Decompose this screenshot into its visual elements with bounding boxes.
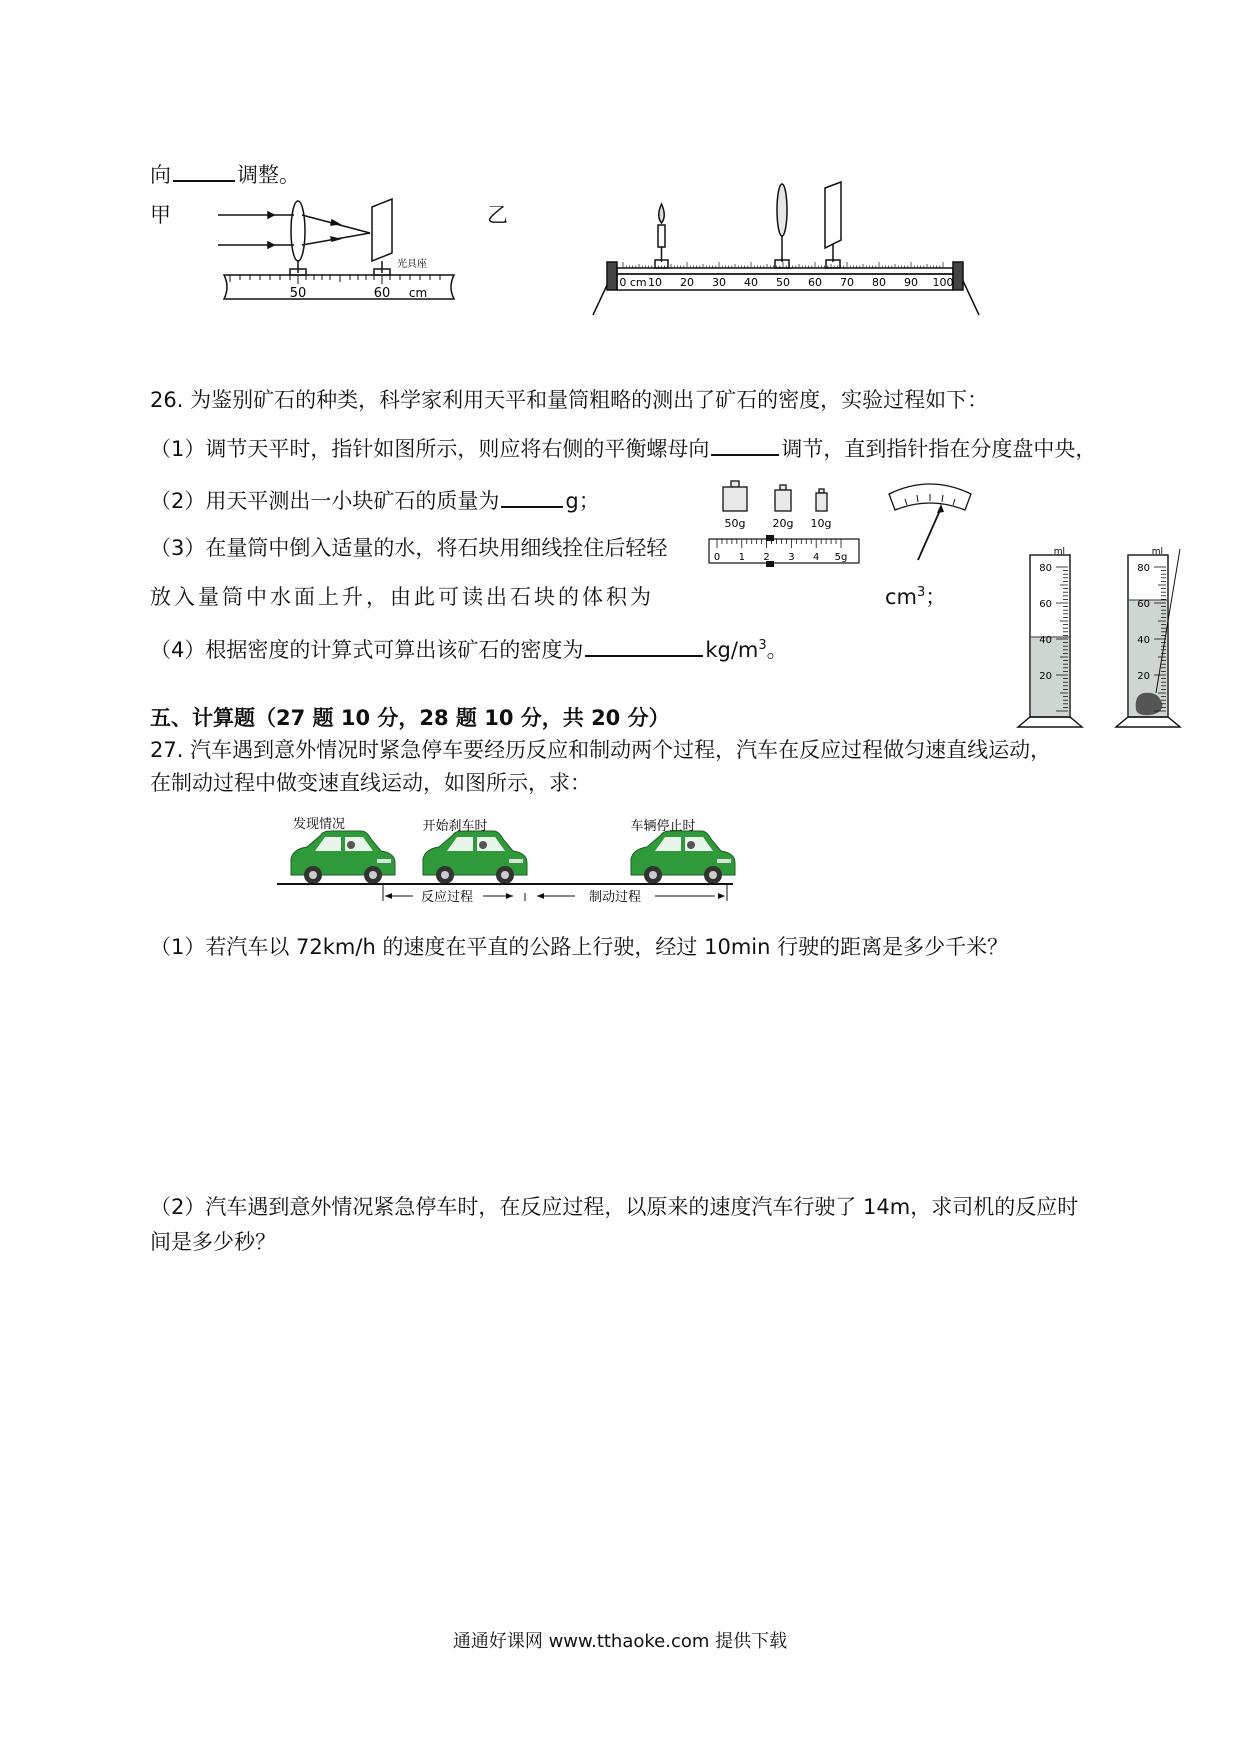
q26-step1-post: 调节，直到指针指在分度盘中央， bbox=[781, 437, 1097, 461]
rider-tick-2: 2 bbox=[763, 552, 770, 563]
car-label-stop: 车辆停止时 bbox=[630, 819, 696, 834]
cyl2-tick-3: 20 bbox=[1137, 671, 1150, 682]
cyl1-unit: ml bbox=[1053, 547, 1065, 557]
q26-step3a: （3）在量筒中倒入适量的水，将石块用细线拴住后轻轻 bbox=[150, 536, 668, 560]
rider-tick-0: 0 bbox=[713, 552, 721, 563]
q26-step4-unit: kg/m bbox=[705, 638, 759, 662]
cyl1-tick-3: 20 bbox=[1039, 671, 1052, 682]
q26-title: 26. 为鉴别矿石的种类，科学家利用天平和量筒粗略的测出了矿石的密度，实验过程如下： bbox=[150, 388, 989, 412]
cyl1-tick-2: 40 bbox=[1039, 635, 1052, 646]
figure-weights-rider bbox=[705, 475, 865, 575]
q27-line2: 在制动过程中做变速直线运动，如图所示，求： bbox=[150, 771, 591, 795]
car-label-brake: 开始刹车时 bbox=[422, 819, 488, 834]
figure-yi-bench bbox=[585, 170, 985, 320]
q25-tail-post: 调整。 bbox=[237, 163, 300, 187]
cyl1-tick-1: 60 bbox=[1039, 599, 1052, 610]
yi-tick-0: 0 cm bbox=[619, 276, 647, 289]
figure-car-braking bbox=[275, 815, 735, 905]
q26-step3-unit-sup: 3 bbox=[917, 585, 926, 600]
page-footer: 通通好课网 www.tthaoke.com 提供下载 bbox=[452, 1631, 788, 1652]
label-jia: 甲 bbox=[150, 203, 171, 227]
rider-tick-3: 3 bbox=[788, 552, 795, 563]
q26-step3-end: ； bbox=[925, 585, 947, 609]
rider-tick-1: 1 bbox=[738, 552, 745, 563]
section-five-heading: 五、计算题（27 题 10 分，28 题 10 分，共 20 分） bbox=[150, 706, 670, 730]
cyl2-tick-1: 60 bbox=[1137, 599, 1150, 610]
q26-step4-pre: （4）根据密度的计算式可算出该矿石的密度为 bbox=[150, 638, 584, 662]
q25-tail bbox=[150, 158, 300, 190]
yi-tick-5: 50 bbox=[776, 276, 790, 289]
label-yi: 乙 bbox=[487, 203, 508, 227]
q26-step2-pre: （2）用天平测出一小块矿石的质量为 bbox=[150, 489, 500, 513]
phase-reaction: 反应过程 bbox=[420, 890, 474, 905]
q26-step3-unit bbox=[885, 582, 946, 612]
rider-tick-4: 4 bbox=[813, 552, 820, 563]
cyl2-unit: ml bbox=[1151, 547, 1163, 557]
jia-tick-cm: cm bbox=[408, 286, 428, 300]
cyl2-tick-2: 40 bbox=[1137, 635, 1150, 646]
jia-caption: 光具座 bbox=[397, 259, 427, 270]
figure-balance-dial bbox=[885, 480, 975, 570]
yi-tick-8: 80 bbox=[872, 276, 886, 289]
q26-step1-pre: （1）调节天平时，指针如图所示，则应将右侧的平衡螺母向 bbox=[150, 437, 710, 461]
q26-step2 bbox=[150, 484, 600, 516]
q26-step4 bbox=[150, 633, 788, 665]
jia-tick-50: 50 bbox=[289, 286, 307, 301]
q26-step2-blank[interactable] bbox=[501, 484, 563, 508]
q27-part1: （1）若汽车以 72km/h 的速度在平直的公路上行驶，经过 10min 行驶的距离是多少千米？ bbox=[150, 935, 1009, 959]
q27-line1: 27. 汽车遇到意外情况时紧急停车要经历反应和制动两个过程，汽车在反应过程做匀速直线运动， bbox=[150, 738, 1052, 762]
q26-step1-blank[interactable] bbox=[711, 432, 779, 456]
rider-tick-5: 5g bbox=[834, 552, 848, 563]
weight-20g: 20g bbox=[772, 517, 794, 530]
yi-tick-4: 40 bbox=[744, 276, 758, 289]
q25-tail-pre: 向 bbox=[150, 163, 171, 187]
yi-tick-9: 90 bbox=[904, 276, 918, 289]
q26-step1 bbox=[150, 432, 1096, 464]
cyl1-tick-0: 80 bbox=[1039, 563, 1052, 574]
jia-tick-60: 60 bbox=[373, 286, 391, 301]
weight-10g: 10g bbox=[810, 517, 832, 530]
q26-step3b: 放入量筒中水面上升，由此可读出石块的体积为 bbox=[150, 585, 654, 609]
q27-part2a: （2）汽车遇到意外情况紧急停车时，在反应过程，以原来的速度汽车行驶了 14m，求司机的反应时 bbox=[150, 1195, 1079, 1219]
q26-step3-unit-text: cm bbox=[885, 585, 918, 609]
cyl2-tick-0: 80 bbox=[1137, 563, 1150, 574]
figure-jia-lens bbox=[210, 195, 470, 310]
yi-tick-6: 60 bbox=[808, 276, 822, 289]
weight-50g: 50g bbox=[724, 517, 746, 530]
yi-tick-3: 30 bbox=[712, 276, 726, 289]
car-label-found: 发现情况 bbox=[292, 817, 346, 832]
yi-tick-7: 70 bbox=[840, 276, 854, 289]
q26-step2-post: g； bbox=[565, 489, 600, 513]
q27-part2b: 间是多少秒？ bbox=[150, 1230, 276, 1254]
q26-step4-end: 。 bbox=[766, 638, 788, 662]
figure-cylinders bbox=[1010, 545, 1210, 730]
yi-tick-2: 20 bbox=[680, 276, 694, 289]
q26-step4-blank[interactable] bbox=[585, 633, 703, 657]
q26-step4-sup: 3 bbox=[758, 638, 767, 653]
yi-tick-10: 100 bbox=[932, 276, 954, 289]
yi-tick-1: 10 bbox=[648, 276, 662, 289]
phase-braking: 制动过程 bbox=[588, 890, 642, 905]
q25-blank[interactable] bbox=[173, 158, 235, 182]
